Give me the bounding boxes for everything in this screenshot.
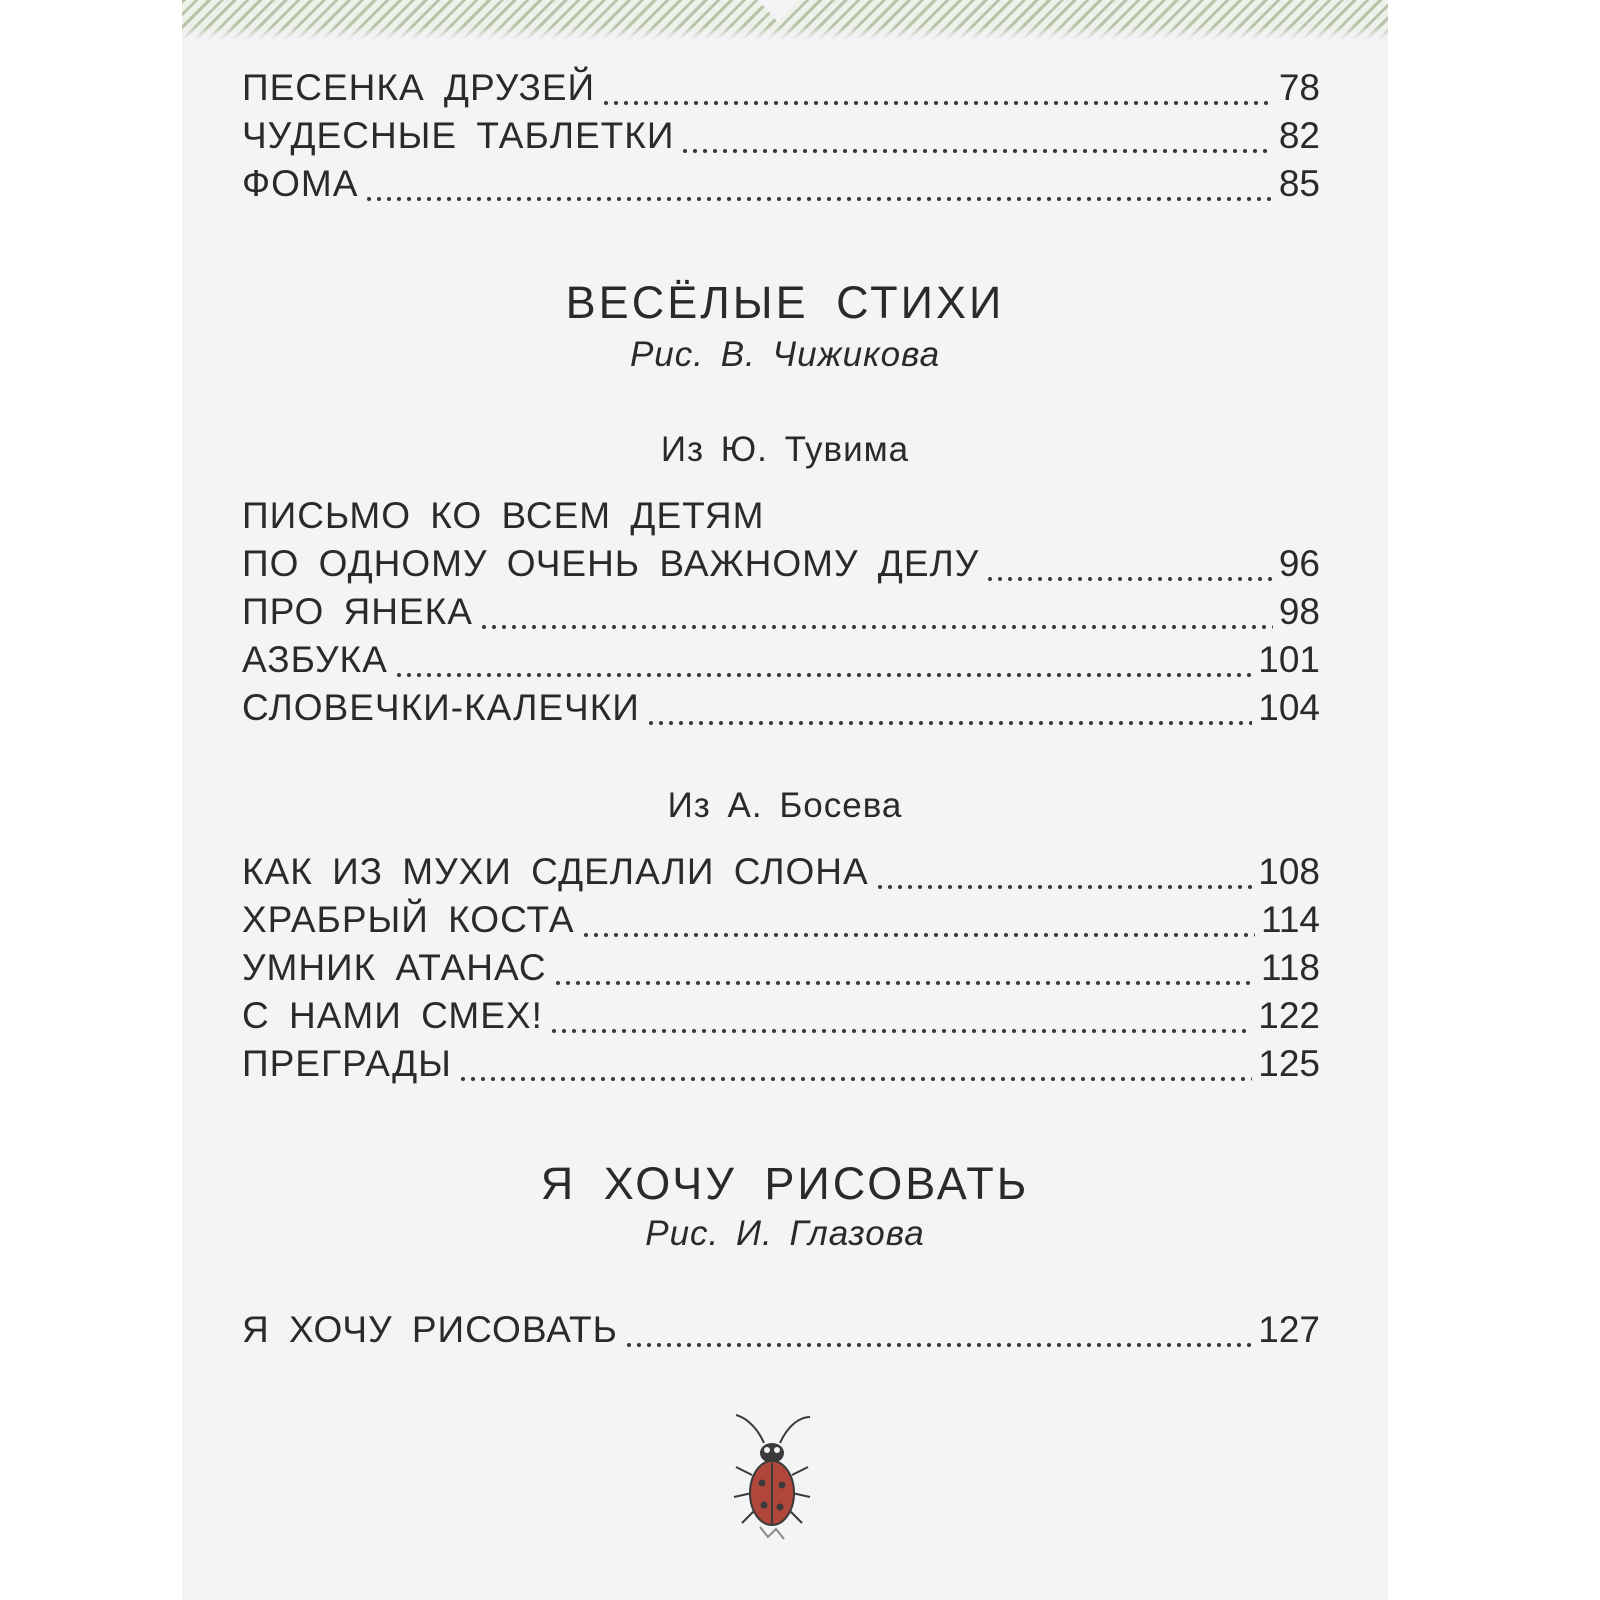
toc-entry-page: 104 xyxy=(1258,687,1320,728)
dot-leader xyxy=(479,588,1273,636)
dot-leader xyxy=(458,1040,1252,1088)
toc-entry-page: 82 xyxy=(1278,115,1320,156)
section-illustrator: Рис. В. Чижикова xyxy=(629,335,941,374)
toc-entry[interactable] xyxy=(242,112,1320,160)
toc-entry[interactable] xyxy=(242,992,1320,1040)
toc-entry-title: ПРО ЯНЕКА xyxy=(242,591,473,632)
toc-entry[interactable] xyxy=(242,944,1320,992)
dot-leader xyxy=(646,684,1252,732)
author-heading: Из А. Босева xyxy=(667,786,903,825)
toc-entry-page: 78 xyxy=(1278,67,1320,108)
dot-leader xyxy=(875,848,1253,896)
toc-entry-page: 122 xyxy=(1258,995,1320,1036)
toc-entry-title: ПО ОДНОМУ ОЧЕНЬ ВАЖНОМУ ДЕЛУ xyxy=(242,543,980,584)
toc-entry-page: 85 xyxy=(1278,163,1320,204)
toc-entry-title: Я ХОЧУ РИСОВАТЬ xyxy=(242,1309,618,1350)
section-illustrator: Рис. И. Глазова xyxy=(645,1214,925,1253)
toc-entry-page: 127 xyxy=(1258,1309,1320,1350)
toc-entry-title: ПРЕГРАДЫ xyxy=(242,1043,452,1084)
toc-entry-page: 108 xyxy=(1258,851,1320,892)
dot-leader xyxy=(601,64,1273,112)
toc-entry-title: С НАМИ СМЕХ! xyxy=(242,995,543,1036)
toc-entry[interactable] xyxy=(242,540,1320,588)
toc-entry[interactable] xyxy=(242,160,1320,208)
ladybug-icon xyxy=(722,1405,822,1555)
toc-entry-title: ПИСЬМО КО ВСЕМ ДЕТЯМ xyxy=(242,495,765,536)
toc-entry-title: СЛОВЕЧКИ-КАЛЕЧКИ xyxy=(242,687,640,728)
dot-leader xyxy=(549,992,1252,1040)
toc-entry-title: КАК ИЗ МУХИ СДЕЛАЛИ СЛОНА xyxy=(242,851,869,892)
dot-leader xyxy=(394,636,1252,684)
dot-leader xyxy=(581,896,1255,944)
book-page xyxy=(182,0,1388,1600)
toc-entry[interactable] xyxy=(242,64,1320,112)
section-title: ВЕСЁЛЫЕ СТИХИ xyxy=(565,277,1005,328)
toc-entry-title: АЗБУКА xyxy=(242,639,388,680)
toc-entry[interactable] xyxy=(242,492,1320,540)
dot-leader xyxy=(364,160,1272,208)
toc-entry[interactable] xyxy=(242,588,1320,636)
toc-entry[interactable] xyxy=(242,848,1320,896)
toc-entry[interactable] xyxy=(242,636,1320,684)
toc-entry-page: 96 xyxy=(1278,543,1320,584)
dot-leader xyxy=(624,1306,1252,1354)
toc-entry-title: ФОМА xyxy=(242,163,359,204)
toc-entry[interactable] xyxy=(242,896,1320,944)
toc-entry-page: 114 xyxy=(1261,899,1320,940)
dot-leader xyxy=(680,112,1272,160)
toc-entry[interactable] xyxy=(242,1306,1320,1354)
toc-entry-title: ХРАБРЫЙ КОСТА xyxy=(242,899,575,940)
dot-leader xyxy=(553,944,1255,992)
toc-entry-page: 125 xyxy=(1258,1043,1320,1084)
toc-entry[interactable] xyxy=(242,684,1320,732)
section-title: Я ХОЧУ РИСОВАТЬ xyxy=(540,1158,1030,1209)
toc-entry-title: ПЕСЕНКА ДРУЗЕЙ xyxy=(242,67,596,108)
toc-entry-title: ЧУДЕСНЫЕ ТАБЛЕТКИ xyxy=(242,115,675,156)
toc-entry-page: 101 xyxy=(1258,639,1320,680)
dot-leader xyxy=(985,540,1273,588)
toc-entry-page: 98 xyxy=(1278,591,1320,632)
toc-entry-title: УМНИК АТАНАС xyxy=(242,947,547,988)
author-heading: Из Ю. Тувима xyxy=(660,430,910,469)
toc-entry-page: 118 xyxy=(1261,947,1320,988)
toc-entry[interactable] xyxy=(242,1040,1320,1088)
